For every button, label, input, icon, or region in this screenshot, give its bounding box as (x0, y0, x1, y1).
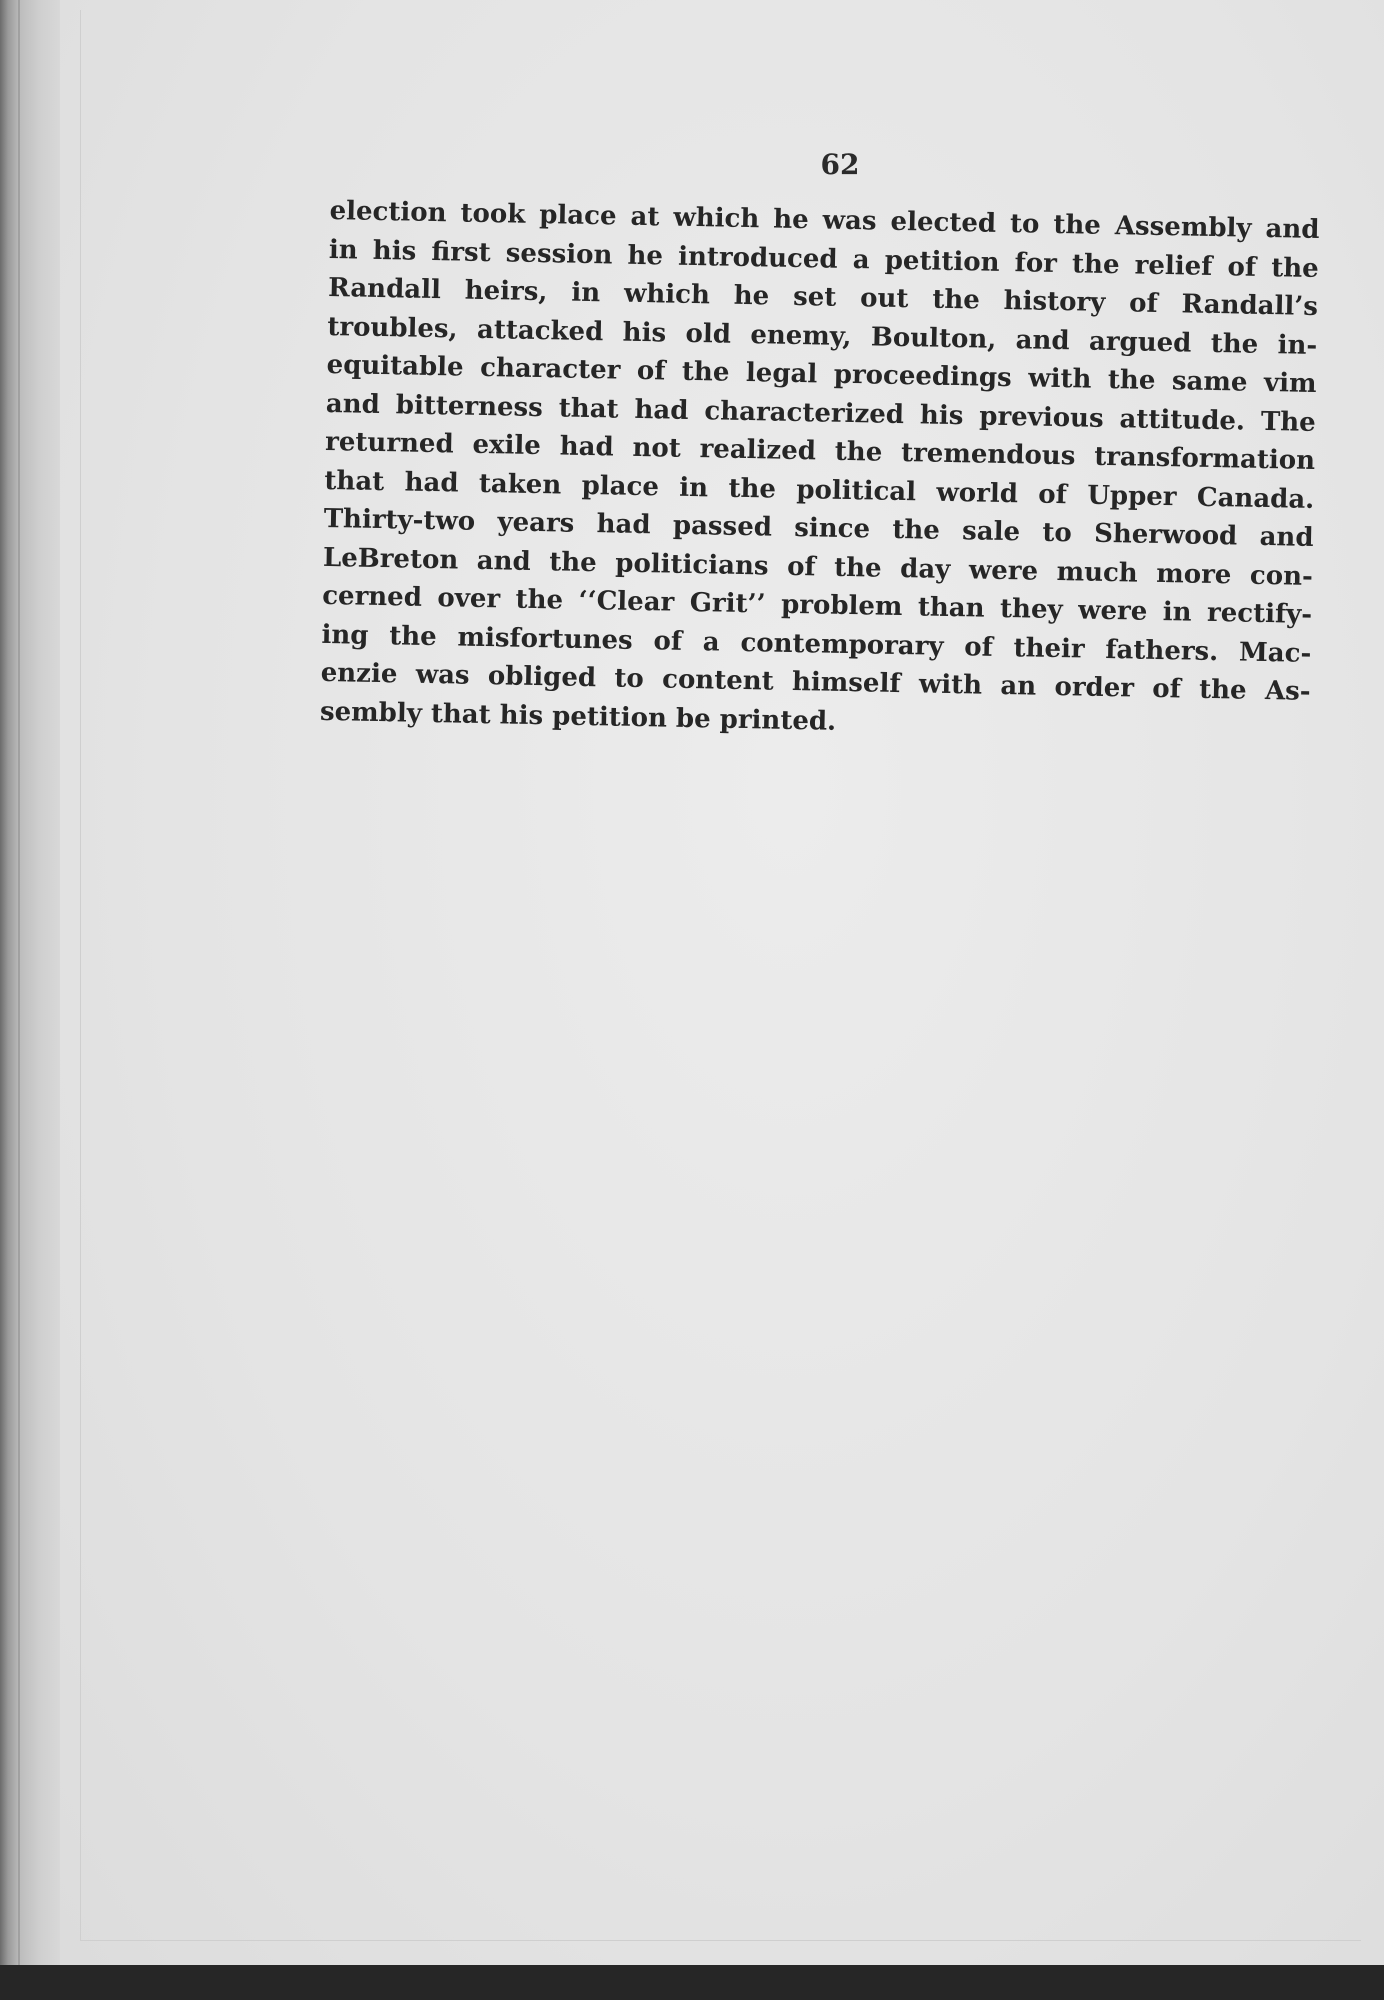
text-line: equitable character of the legal proceedings with the same vim (326, 349, 1317, 399)
text-line: and bitterness that had characterized his previous attitude. The (325, 388, 1317, 438)
text-line: sembly that his petition be printed. (319, 696, 837, 737)
text-line: cerned over the ‘‘Clear Grit’’ problem than they were in rectify- (321, 580, 1313, 630)
text-line: in his first session he introduced a petition for the relief of the (328, 234, 1320, 284)
scan-background (0, 1965, 1384, 2000)
page-number: 62 (820, 148, 860, 181)
text-line: LeBreton and the politicians of the day were much more con- (322, 542, 1314, 592)
text-line: election took place at which he was elected to the Assembly and (329, 195, 1320, 245)
text-line: Thirty-two years had passed since the sale to Sherwood and (323, 503, 1314, 553)
body-paragraph (320, 192, 1320, 750)
text-line: enzie was obliged to content himself with an order of the As- (320, 657, 1311, 707)
text-line: troubles, attacked his old enemy, Boulton, and argued the in- (327, 311, 1318, 361)
text-line: that had taken place in the political world of Upper Canada. (324, 465, 1315, 515)
text-line: ing the misfortunes of a contemporary of their fathers. Mac- (321, 619, 1312, 669)
text-line: Randall heirs, in which he set out the history of Randall’s (327, 272, 1319, 322)
text-line: returned exile had not realized the tremendous transformation (324, 426, 1316, 476)
